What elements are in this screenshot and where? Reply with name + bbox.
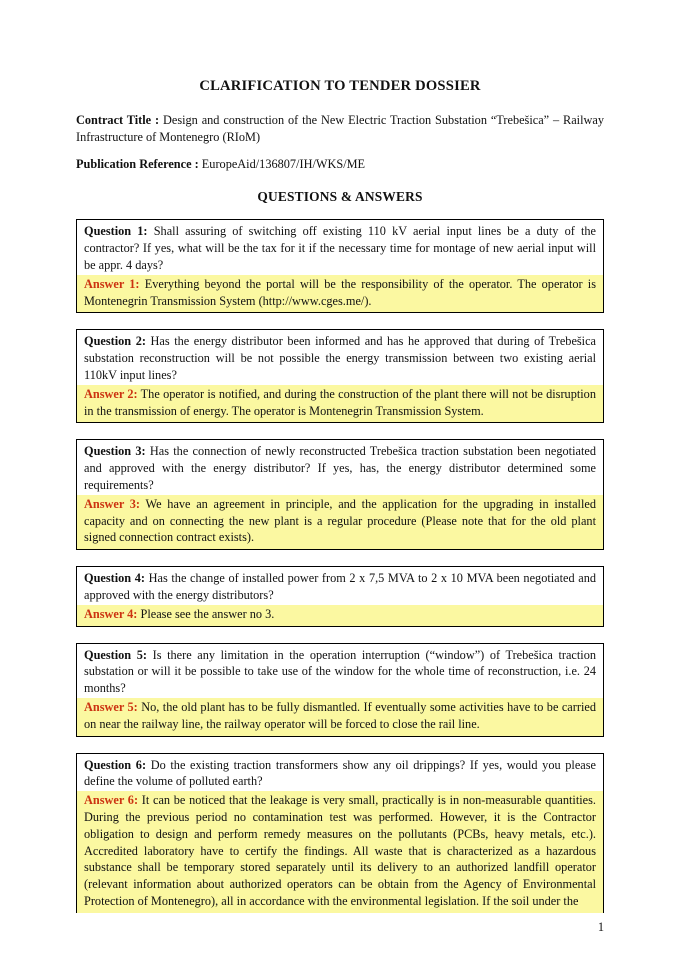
qa-box-2	[76, 329, 604, 423]
question-paragraph	[77, 440, 603, 494]
answer-text: It can be noticed that the leakage is very small, practically is in non-measurable quantities. During the previous period no contamination test was performed. However, it is the Contractor obligation to design and perform remedy measures on the pollutants (PCBs, heavy metals, etc.). Accredited laboratory have to certify the findings. All waste that is characterized as a hazardous substance shall be temporary stored separately until its delivery to an authorized landfill operator (relevant information about authorized operators can be obtain from the Agency of Environmental Protection of Montenegro), all in accordance with the environmental legislation. If the soil under the	[84, 793, 596, 908]
question-label: Question 2:	[84, 334, 146, 349]
page-number: 1	[597, 919, 604, 934]
question-label: Question 3:	[84, 444, 146, 459]
contract-title-label: Contract Title :	[76, 113, 160, 127]
question-paragraph	[77, 644, 603, 698]
answer-text: No, the old plant has to be fully dismantled. If eventually some activities have to be carried on near the railway line, the railway operator will be forced to close the rail line.	[84, 699, 596, 731]
question-paragraph	[77, 754, 603, 792]
question-text: Has the connection of newly reconstructed Trebešica traction substation been negotiated and approved with the energy distributor? If yes, has, the energy distributor determined some requirements?	[84, 444, 596, 492]
answer-label: Answer 3:	[84, 496, 141, 511]
answer-paragraph	[77, 605, 603, 626]
answer-paragraph	[77, 385, 603, 423]
qa-box-6	[76, 753, 604, 913]
document-content	[76, 0, 604, 935]
answer-text: The operator is notified, and during the construction of the plant there will not be disruption in the transmission of energy. The operator is Montenegrin Transmission System.	[84, 386, 596, 418]
publication-reference-label: Publication Reference :	[76, 156, 199, 171]
question-text: Has the change of installed power from 2 x 7,5 MVA to 2 x 10 MVA been negotiated and approved with the energy distributors?	[84, 571, 597, 602]
answer-label: Answer 2:	[84, 386, 138, 401]
question-label: Question 4:	[84, 571, 146, 586]
answer-label: Answer 6:	[84, 793, 139, 808]
question-paragraph	[77, 567, 603, 605]
answer-paragraph	[77, 791, 603, 913]
publication-reference-paragraph	[76, 156, 604, 173]
question-text: Do the existing traction transformers show any oil drippings? If yes, would you please define the volume of polluted earth?	[84, 757, 597, 789]
questions-answers-heading: QUESTIONS & ANSWERS	[257, 189, 423, 205]
question-text: Shall assuring of switching off existing 110 kV aerial input lines be a duty of the contractor? If yes, what will be the tax for it if the necessary time for montage of new aerial input will be appr. 4 days?	[84, 224, 597, 272]
answer-paragraph	[77, 275, 603, 313]
answer-text: We have an agreement in principle, and the application for the upgrading in installed capacity and on connecting the new plant is a regular procedure (Please note that for the old plant signed connection contract exists).	[84, 496, 596, 545]
answer-paragraph	[77, 495, 603, 549]
qa-box-1	[76, 219, 604, 313]
document-title: CLARIFICATION TO TENDER DOSSIER	[199, 78, 481, 94]
answer-paragraph	[77, 698, 603, 736]
answer-label: Answer 1:	[84, 276, 140, 291]
question-text: Has the energy distributor been informed and has he approved that during of Trebešica substation reconstruction will be not possible the energy transmission between two existing aerial 110kV input lines?	[84, 334, 597, 382]
answer-label: Answer 5:	[84, 699, 138, 714]
question-label: Question 5:	[84, 647, 147, 662]
question-paragraph	[77, 330, 603, 384]
contract-title-paragraph	[76, 112, 604, 146]
answer-text: Please see the answer no 3.	[140, 606, 275, 621]
answer-label: Answer 4:	[84, 606, 138, 621]
qa-box-4	[76, 566, 604, 626]
question-label: Question 6:	[84, 757, 147, 772]
qa-box-3	[76, 439, 604, 550]
publication-reference-text: EuropeAid/136807/IH/WKS/ME	[201, 156, 366, 171]
contract-title-text: Design and construction of the New Electric Traction Substation “Trebešica” – Railway Infrastructure of Montenegro (RIoM)	[76, 113, 604, 144]
qa-box-5	[76, 643, 604, 737]
question-text: Is there any limitation in the operation interruption (“window”) of Trebešica traction substation or will it be possible to take use of the window for the whole time of reconstruction, i.e. 24 months?	[84, 647, 597, 696]
question-label: Question 1:	[84, 224, 148, 239]
answer-text: Everything beyond the portal will be the responsibility of the operator. The operator is Montenegrin Transmission System (http://www.cges.me/).	[84, 276, 596, 308]
question-paragraph	[77, 220, 603, 274]
